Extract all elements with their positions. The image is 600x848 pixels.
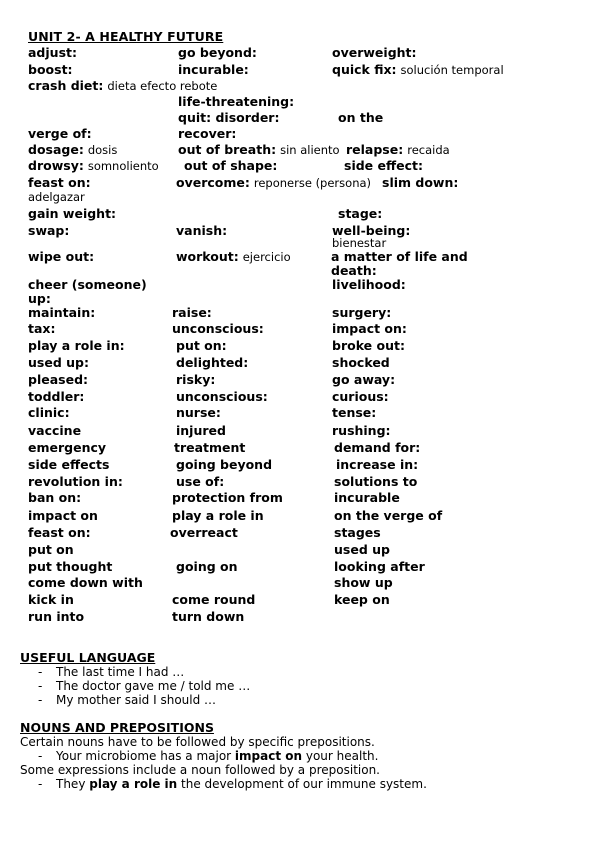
vocab-entry xyxy=(28,339,125,353)
vocab-entry xyxy=(178,63,249,77)
vocab-entry xyxy=(28,390,84,404)
vocab-term: impact on xyxy=(28,508,98,523)
vocab-term: pleased: xyxy=(28,372,89,387)
vocab-entry xyxy=(28,491,81,505)
vocab-term: put thought xyxy=(28,559,113,574)
vocab-term: drowsy: xyxy=(28,158,84,173)
vocab-term: on the xyxy=(338,110,384,125)
vocab-term: life-threatening: xyxy=(178,94,295,109)
vocab-term: revolution in: xyxy=(28,474,123,489)
vocab-term: play a role in: xyxy=(28,338,125,353)
vocab-term: stages xyxy=(334,525,381,540)
vocab-entry xyxy=(28,424,81,438)
vocab-term: impact on: xyxy=(332,321,407,336)
vocab-term: out of shape: xyxy=(184,158,278,173)
nouns-prepositions-heading: NOUNS AND PREPOSITIONS xyxy=(20,720,214,735)
vocab-term: unconscious: xyxy=(172,321,264,336)
vocab-entry xyxy=(176,458,272,472)
vocab-entry xyxy=(184,159,277,173)
vocab-entry xyxy=(28,509,98,523)
example-item: - They play a role in the development of our immune system. xyxy=(38,777,427,791)
vocab-entry xyxy=(176,560,238,574)
vocab-term: increase in: xyxy=(336,457,419,472)
paragraph-line: Some expressions include a noun followed by a preposition. xyxy=(20,763,380,777)
vocab-term: swap: xyxy=(28,223,70,238)
vocab-entry xyxy=(28,356,89,370)
vocab-term: relapse: xyxy=(346,142,404,157)
vocab-entry xyxy=(334,526,381,540)
vocab-entry xyxy=(332,46,417,60)
vocab-term: solutions to xyxy=(334,474,418,489)
vocab-entry xyxy=(28,278,147,292)
vocab-term: tax: xyxy=(28,321,56,336)
vocab-term: stage: xyxy=(338,206,383,221)
vocab-entry xyxy=(28,475,123,489)
vocab-gloss: reponerse (persona) xyxy=(253,176,372,190)
vocab-term: turn down xyxy=(172,609,245,624)
vocab-entry xyxy=(332,390,389,404)
vocab-term: keep on xyxy=(334,592,390,607)
page-title: UNIT 2- A HEALTHY FUTURE xyxy=(28,29,224,44)
vocab-entry xyxy=(28,207,116,221)
vocab-entry xyxy=(334,475,417,489)
vocab-entry xyxy=(178,95,294,109)
vocab-term: raise: xyxy=(172,305,212,320)
vocab-term: up: xyxy=(28,291,51,306)
vocab-entry xyxy=(334,593,390,607)
vocab-entry xyxy=(28,441,106,455)
vocab-term: delighted: xyxy=(176,355,249,370)
vocab-term: risky: xyxy=(176,372,216,387)
vocab-gloss: ejercicio xyxy=(242,250,291,264)
vocab-entry xyxy=(334,543,390,557)
example-item: - Your microbiome has a major impact on your health. xyxy=(38,749,379,763)
vocab-term: emergency xyxy=(28,440,107,455)
vocab-gloss: bienestar xyxy=(332,236,387,250)
vocab-term: toddler: xyxy=(28,389,85,404)
vocab-gloss: somnoliento xyxy=(87,159,159,173)
vocab-term: put on xyxy=(28,542,74,557)
useful-language-heading: USEFUL LANGUAGE xyxy=(20,650,156,665)
vocab-entry xyxy=(334,560,425,574)
vocab-entry xyxy=(332,236,386,250)
vocab-term: nurse: xyxy=(176,405,221,420)
vocab-entry xyxy=(28,176,91,190)
vocab-term: livelihood: xyxy=(332,277,406,292)
vocab-entry xyxy=(28,127,92,141)
vocab-entry xyxy=(28,190,85,204)
vocab-entry xyxy=(28,543,74,557)
vocab-term: play a role in xyxy=(172,508,264,523)
vocab-entry xyxy=(178,143,340,157)
vocab-entry xyxy=(28,63,73,77)
vocab-entry xyxy=(176,224,227,238)
vocab-entry xyxy=(178,111,279,125)
vocab-term: used up: xyxy=(28,355,89,370)
vocab-entry xyxy=(332,356,390,370)
vocab-entry xyxy=(334,576,393,590)
vocab-term: tense: xyxy=(332,405,377,420)
vocab-term: feast on: xyxy=(28,175,91,190)
vocab-term: ban on: xyxy=(28,490,82,505)
vocab-entry xyxy=(336,458,418,472)
vocab-entry xyxy=(28,250,94,264)
vocab-term: adjust: xyxy=(28,45,77,60)
vocab-term: maintain: xyxy=(28,305,96,320)
list-item: - My mother said I should … xyxy=(38,693,217,707)
vocab-term: run into xyxy=(28,609,85,624)
vocab-term: kick in xyxy=(28,592,74,607)
vocab-term: slim down: xyxy=(382,175,459,190)
vocab-term: go away: xyxy=(332,372,396,387)
vocab-term: use of: xyxy=(176,474,225,489)
vocab-entry xyxy=(174,441,245,455)
vocab-entry xyxy=(176,356,248,370)
vocab-entry xyxy=(332,278,406,292)
vocab-term: out of breath: xyxy=(178,142,277,157)
vocab-entry xyxy=(172,322,264,336)
vocab-term: curious: xyxy=(332,389,389,404)
vocab-entry xyxy=(176,475,224,489)
vocab-entry xyxy=(28,46,77,60)
vocab-term: incurable: xyxy=(178,62,249,77)
vocab-entry xyxy=(28,143,117,157)
vocab-entry xyxy=(28,610,84,624)
vocab-term: feast on: xyxy=(28,525,91,540)
vocab-entry xyxy=(172,509,264,523)
vocab-term: come round xyxy=(172,592,256,607)
vocab-term: workout: xyxy=(176,249,239,264)
vocab-entry xyxy=(334,441,420,455)
vocab-term: quit: disorder: xyxy=(178,110,280,125)
vocab-entry xyxy=(331,264,377,278)
vocab-entry xyxy=(176,339,227,353)
vocab-entry xyxy=(172,491,283,505)
vocab-term: overcome: xyxy=(176,175,250,190)
vocab-entry xyxy=(28,593,74,607)
vocab-entry xyxy=(28,576,143,590)
vocab-term: unconscious: xyxy=(176,389,268,404)
vocab-gloss: sin aliento xyxy=(280,143,340,157)
vocab-term: side effects xyxy=(28,457,110,472)
vocab-entry xyxy=(170,526,238,540)
vocab-entry xyxy=(28,560,112,574)
vocab-entry xyxy=(176,176,371,190)
paragraph-line: Certain nouns have to be followed by specific prepositions. xyxy=(20,735,375,749)
vocab-term: treatment xyxy=(174,440,246,455)
vocab-entry xyxy=(334,509,442,523)
vocab-term: shocked xyxy=(332,355,390,370)
vocab-entry xyxy=(176,373,215,387)
vocab-entry xyxy=(28,159,159,173)
vocab-term: well-being: xyxy=(332,223,411,238)
vocab-entry xyxy=(172,593,255,607)
vocab-entry xyxy=(28,406,70,420)
vocab-term: death: xyxy=(331,263,377,278)
list-item: - The doctor gave me / told me … xyxy=(38,679,251,693)
vocab-term: recover: xyxy=(178,126,237,141)
vocab-gloss: solución temporal xyxy=(400,63,504,77)
vocab-entry xyxy=(178,127,236,141)
vocab-entry xyxy=(334,491,400,505)
vocab-term: clinic: xyxy=(28,405,70,420)
vocab-term: come down with xyxy=(28,575,143,590)
vocab-entry xyxy=(172,610,244,624)
vocab-entry xyxy=(28,224,69,238)
vocab-gloss: dieta efecto rebote xyxy=(107,79,218,93)
vocab-term: vanish: xyxy=(176,223,228,238)
vocab-entry xyxy=(338,207,382,221)
vocab-term: injured xyxy=(176,423,226,438)
vocab-term: vaccine xyxy=(28,423,82,438)
vocab-entry xyxy=(332,406,376,420)
vocab-entry xyxy=(331,250,468,264)
vocab-entry xyxy=(28,306,95,320)
vocab-term: side effect: xyxy=(344,158,423,173)
vocab-entry xyxy=(332,424,391,438)
vocab-entry xyxy=(28,322,55,336)
vocab-term: protection from xyxy=(172,490,283,505)
vocab-entry xyxy=(28,292,51,306)
vocab-entry xyxy=(28,373,88,387)
vocab-term: demand for: xyxy=(334,440,421,455)
vocab-term: going on xyxy=(176,559,238,574)
vocab-term: overreact xyxy=(170,525,238,540)
vocab-term: surgery: xyxy=(332,305,392,320)
vocab-term: show up xyxy=(334,575,393,590)
vocab-term: crash diet: xyxy=(28,78,104,93)
vocab-term: looking after xyxy=(334,559,425,574)
vocab-entry xyxy=(332,306,391,320)
vocab-gloss: recaida xyxy=(407,143,450,157)
vocab-entry xyxy=(176,424,226,438)
vocab-term: broke out: xyxy=(332,338,405,353)
vocab-entry xyxy=(382,176,458,190)
vocab-term: rushing: xyxy=(332,423,391,438)
vocab-entry xyxy=(332,322,407,336)
vocab-term: overweight: xyxy=(332,45,417,60)
vocab-term: go beyond: xyxy=(178,45,257,60)
vocab-term: on the verge of xyxy=(334,508,443,523)
vocab-term: incurable xyxy=(334,490,400,505)
vocab-entry xyxy=(344,159,423,173)
vocab-gloss: adelgazar xyxy=(28,190,85,204)
vocab-entry xyxy=(28,79,217,93)
vocab-entry xyxy=(332,339,405,353)
vocab-entry xyxy=(28,526,91,540)
vocab-entry xyxy=(338,111,383,125)
vocab-entry xyxy=(176,250,291,264)
vocab-entry xyxy=(332,63,504,77)
vocab-term: going beyond xyxy=(176,457,273,472)
vocab-term: used up xyxy=(334,542,390,557)
vocab-entry xyxy=(332,373,395,387)
vocab-entry xyxy=(176,390,268,404)
vocab-entry xyxy=(28,458,109,472)
list-item: - The last time I had … xyxy=(38,665,185,679)
vocab-term: quick fix: xyxy=(332,62,397,77)
vocab-term: gain weight: xyxy=(28,206,117,221)
vocab-term: put on: xyxy=(176,338,227,353)
vocab-gloss: dosis xyxy=(87,143,118,157)
vocab-term: cheer (someone) xyxy=(28,277,147,292)
vocab-term: wipe out: xyxy=(28,249,95,264)
vocab-entry xyxy=(346,143,450,157)
vocab-term: dosage: xyxy=(28,142,84,157)
vocab-term: boost: xyxy=(28,62,73,77)
vocab-entry xyxy=(172,306,212,320)
vocab-term: verge of: xyxy=(28,126,92,141)
vocab-entry xyxy=(176,406,221,420)
vocab-term: a matter of life and xyxy=(331,249,468,264)
vocab-entry xyxy=(178,46,257,60)
